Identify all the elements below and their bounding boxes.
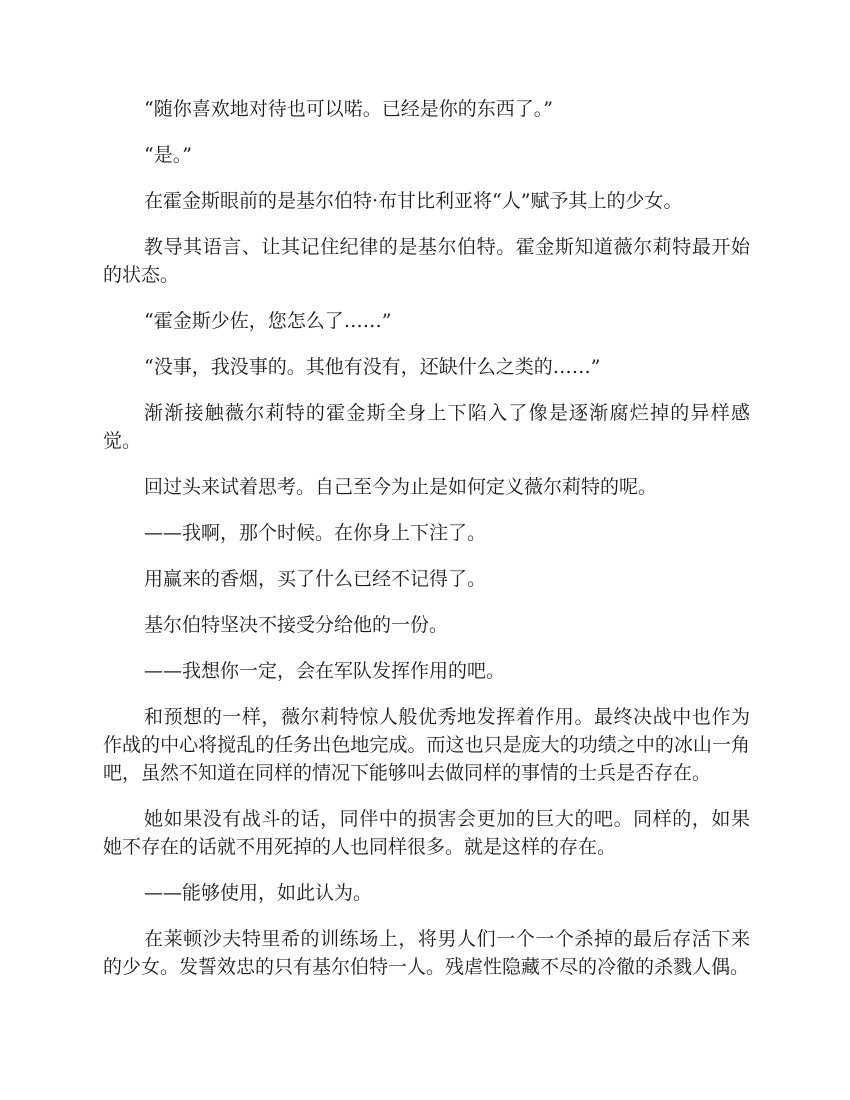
paragraph: 回过头来试着思考。自己至今为止是如何定义薇尔莉特的呢。: [144, 476, 658, 498]
paragraph: “是。”: [144, 144, 192, 166]
paragraph: 和预想的一样，薇尔莉特惊人般优秀地发挥着作用。最终决战中也作为作战的中心将搅乱的任务出色地完成。而这也只是庞大的功绩之中的冰山一角吧，虽然不知道在同样的情况下能够叫去做同样的事情的士兵是否存在。: [103, 706, 750, 784]
paragraph: 基尔伯特坚决不接受分给他的一份。: [144, 614, 449, 636]
paragraph: 在霍金斯眼前的是基尔伯特·布甘比利亚将“人”赋予其上的少女。: [144, 190, 683, 212]
paragraph: 渐渐接触薇尔莉特的霍金斯全身上下陷入了像是逐渐腐烂掉的异样感觉。: [103, 402, 750, 452]
paragraph: 教导其语言、让其记住纪律的是基尔伯特。霍金斯知道薇尔莉特最开始的状态。: [103, 236, 750, 286]
paragraph: ——我想你一定，会在军队发挥作用的吧。: [144, 660, 506, 682]
paragraph: 在莱顿沙夫特里希的训练场上，将男人们一个一个杀掉的最后存活下来的少女。发誓效忠的只有基尔伯特一人。残虐性隐藏不尽的冷徹的杀戮人偶。: [103, 928, 750, 978]
paragraph: ——我啊，那个时候。在你身上下注了。: [144, 522, 487, 544]
paragraph: ——能够使用，如此认为。: [144, 882, 373, 904]
paragraph: 用赢来的香烟，买了什么已经不记得了。: [144, 568, 487, 590]
paragraph: 她如果没有战斗的话，同伴中的损害会更加的巨大的吧。同样的，如果她不存在的话就不用死掉的人也同样很多。就是这样的存在。: [103, 808, 750, 858]
paragraph: “随你喜欢地对待也可以喏。已经是你的东西了。”: [144, 98, 553, 120]
paragraph: “霍金斯少佐，您怎么了……”: [144, 310, 392, 332]
paragraph: “没事，我没事的。其他有没有，还缺什么之类的……”: [144, 356, 601, 378]
